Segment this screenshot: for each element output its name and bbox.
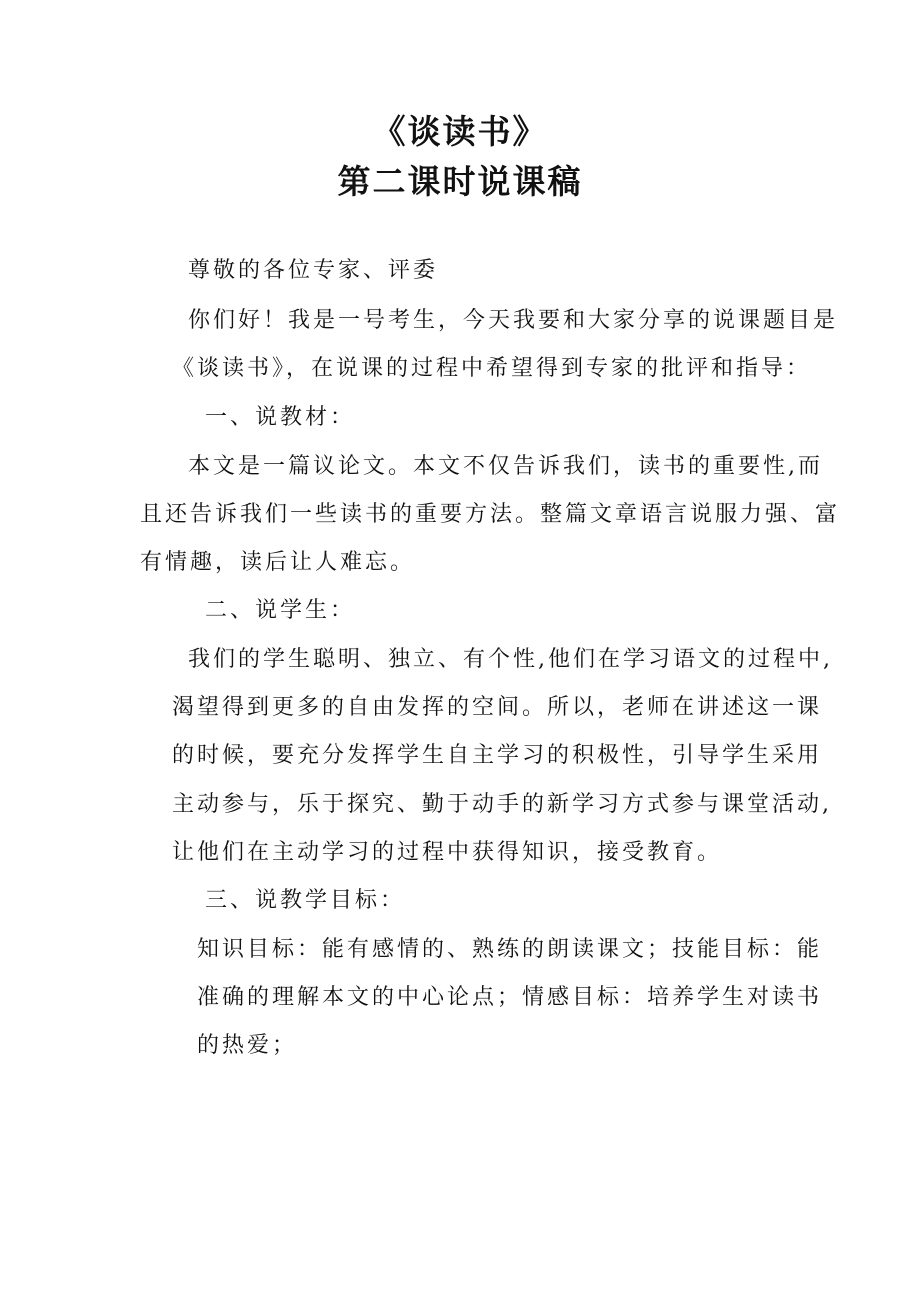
paragraph-line: 的热爱；: [197, 1033, 298, 1058]
section-heading: 一、说教材：: [205, 405, 356, 430]
paragraph-line: 的时候，要充分发挥学生自主学习的积极性，引导学生采用: [172, 743, 823, 768]
paragraph-line: 知识目标：能有感情的、熟练的朗读课文；技能目标：能: [197, 937, 823, 962]
paragraph-line: 《谈读书》，在说课的过程中希望得到专家的批评和指导：: [172, 356, 812, 381]
paragraph-line: 有情趣，读后让人难忘。: [140, 550, 416, 575]
paragraph-line: 且还告诉我们一些读书的重要方法。整篇文章语言说服力强、富: [140, 502, 841, 527]
paragraph-line: 渴望得到更多的自由发挥的空间。所以，老师在讲述这一课: [172, 695, 823, 720]
section-heading: 二、说学生：: [205, 598, 356, 623]
section-heading: 三、说教学目标：: [205, 888, 406, 913]
paragraph-line: 让他们在主动学习的过程中获得知识，接受教育。: [172, 840, 723, 865]
paragraph-line: 主动参与，乐于探究、勤于动手的新学习方式参与课堂活动,: [172, 792, 832, 817]
paragraph-line: 你们好！我是一号考生，今天我要和大家分享的说课题目是: [188, 308, 839, 333]
paragraph-line: 准确的理解本文的中心论点；情感目标：培养学生对读书: [197, 985, 823, 1010]
paragraph-line: 本文是一篇议论文。本文不仅告诉我们，读书的重要性,而: [188, 454, 823, 479]
document-title: 《谈读书》: [372, 112, 548, 151]
greeting-line: 尊敬的各位专家、评委: [188, 258, 439, 283]
document-subtitle: 第二课时说课稿: [337, 162, 583, 201]
paragraph-line: 我们的学生聪明、独立、有个性,他们在学习语文的过程中,: [188, 647, 833, 672]
